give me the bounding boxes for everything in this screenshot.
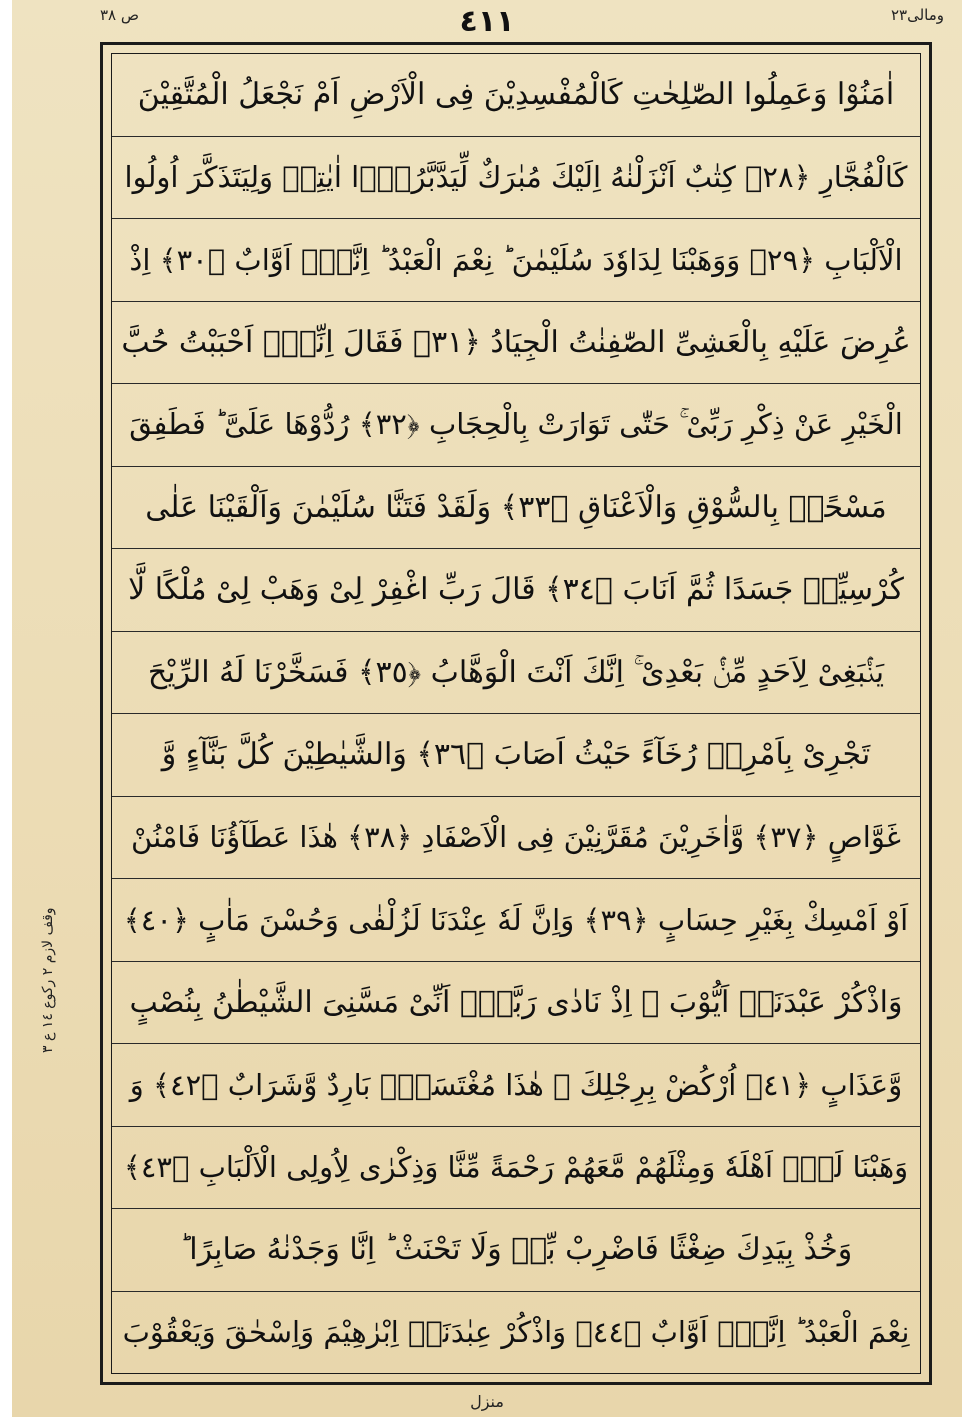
verse-line: تَجْرِىْ بِاَمْرِهٖ رُخَآءً حَيْثُ اَصَابَ ﴿٣٦﴾ وَالشَّيٰطِيْنَ كُلَّ بَنَّآءٍ وَّ — [112, 714, 920, 797]
verse-line: مَسْحًاۢ بِالسُّوْقِ وَالْاَعْنَاقِ ﴿٣٣﴾ وَلَقَدْ فَتَنَّا سُلَيْمٰنَ وَاَلْقَيْنَا عَلٰى — [112, 467, 920, 550]
verse-line: كَالْفُجَّارِ ﴿٢٨﴾ كِتٰبٌ اَنْزَلْنٰهُ اِلَيْكَ مُبٰرَكٌ لِّيَدَّبَّرُوْۤا اٰيٰتِهٖ وَلِيَتَذَكَّرَ اُولُوا — [112, 137, 920, 220]
verse-line: اَوْ اَمْسِكْ بِغَيْرِ حِسَابٍ ﴿٣٩﴾ وَاِنَّ لَهٗ عِنْدَنَا لَزُلْفٰى وَحُسْنَ مَاٰبٍ ﴿٤٠﴾ — [112, 879, 920, 962]
verse-line: غَوَّاصٍ ﴿٣٧﴾ وَّاٰخَرِيْنَ مُقَرَّنِيْنَ فِى الْاَصْفَادِ ﴿٣٨﴾ هٰذَا عَطَآؤُنَا فَامْنُنْ — [112, 797, 920, 880]
verse-line: الْاَلْبَابِ ﴿٢٩﴾ وَوَهَبْنَا لِدَاوٗدَ سُلَيْمٰنَ ؕ نِعْمَ الْعَبْدُ ؕ اِنَّهٗۤ اَوَّابٌ ﴿٣٠﴾ اِذْ — [112, 219, 920, 302]
page-number: ٤١١ — [459, 4, 515, 39]
manzil-label: منزل — [470, 1392, 504, 1411]
verse-line: وَخُذْ بِيَدِكَ ضِغْثًا فَاضْرِبْ بِّهٖ وَلَا تَحْنَثْ ؕ اِنَّا وَجَدْنٰهُ صَابِرًا ؕ — [112, 1209, 920, 1292]
juz-label: ومالى٢٣ — [890, 6, 944, 24]
margin-note: وقف لازم ٢ ركوع ١٤ ع ٣ — [40, 907, 56, 1053]
verse-line: وَهَبْنَا لَهٗۤ اَهْلَهٗ وَمِثْلَهُمْ مَّعَهُمْ رَحْمَةً مِّنَّا وَذِكْرٰى لِاُولِى الْاَلْبَابِ ﴿٤٣﴾ — [112, 1127, 920, 1210]
verse-line: نِعْمَ الْعَبْدُ ؕ اِنَّهٗۤ اَوَّابٌ ﴿٤٤﴾ وَاذْكُرْ عِبٰدَنَاۤ اِبْرٰهِيْمَ وَاِسْحٰقَ وَيَعْقُوْبَ — [122, 1315, 910, 1350]
verse-line: يَنْۢبَغِىْ لِاَحَدٍ مِّنْۢ بَعْدِىْ ۚ اِنَّكَ اَنْتَ الْوَهَّابُ ﴿٣٥﴾ فَسَخَّرْنَا لَهُ الرِّيْحَ — [112, 632, 920, 715]
surah-label: ص ٣٨ — [100, 6, 140, 24]
verse-line: عُرِضَ عَلَيْهِ بِالْعَشِىِّ الصّٰفِنٰتُ الْجِيَادُ ﴿٣١﴾ فَقَالَ اِنِّىْۤ اَحْبَبْتُ حُبَّ — [112, 302, 920, 385]
mushaf-page — [12, 0, 962, 1417]
text-frame-inner — [111, 53, 921, 1374]
verse-line: الْخَيْرِ عَنْ ذِكْرِ رَبِّىْ ۚ حَتّٰى تَوَارَتْ بِالْحِجَابِ ﴿٣٢﴾ رُدُّوْهَا عَلَىَّ ؕ فَطَفِقَ — [112, 384, 920, 467]
verse-line: كُرْسِيِّهٖ جَسَدًا ثُمَّ اَنَابَ ﴿٣٤﴾ قَالَ رَبِّ اغْفِرْ لِىْ وَهَبْ لِىْ مُلْكًا لَّا — [112, 549, 920, 632]
verse-line: اٰمَنُوْا وَعَمِلُوا الصّٰلِحٰتِ كَالْمُفْسِدِيْنَ فِى الْاَرْضِ اَمْ نَجْعَلُ الْمُتَّقِيْنَ — [112, 54, 920, 137]
text-frame — [100, 42, 932, 1385]
verse-lines — [112, 54, 920, 1373]
verse-line: وَاذْكُرْ عَبْدَنَاۤ اَيُّوْبَ ۘ اِذْ نَادٰى رَبَّهٗۤ اَنِّىْ مَسَّنِىَ الشَّيْطٰنُ بِنُصْبٍ — [112, 962, 920, 1045]
verse-line: وَّعَذَابٍ ﴿٤١﴾ اُرْكُضْ بِرِجْلِكَ ۚ هٰذَا مُغْتَسَلٌۢ بَارِدٌ وَّشَرَابٌ ﴿٤٢﴾ وَ — [112, 1044, 920, 1127]
